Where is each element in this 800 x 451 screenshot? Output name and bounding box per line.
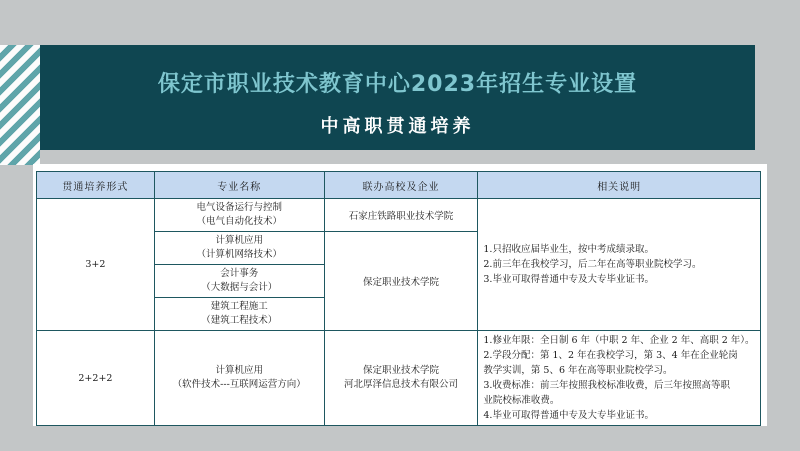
major-direction: （建筑工程技术）	[201, 315, 278, 326]
major-name: 电气设备运行与控制	[196, 202, 282, 213]
notes-cell	[478, 199, 761, 331]
form-cell-2-2-2: 2+2+2	[37, 331, 155, 426]
partner-name: 河北厚泽信息技术有限公司	[343, 379, 458, 390]
major-name: 计算机应用	[215, 235, 263, 246]
major-cell	[154, 298, 324, 331]
partner-cell	[324, 331, 478, 426]
partner-name: 保定职业技术学院	[362, 365, 439, 376]
page-subtitle: 中高职贯通培养	[320, 116, 475, 137]
note-line: 教学实训，第 5、6 年在高等职业院校学习。	[483, 365, 673, 376]
table-card	[33, 164, 767, 426]
major-direction: （电气自动化技术）	[196, 216, 282, 227]
column-header-notes: 相关说明	[478, 172, 761, 199]
table-header-row	[37, 172, 761, 199]
note-line: 2.学段分配：第 1、2 年在我校学习，第 3、4 年在企业轮岗	[483, 350, 738, 361]
major-name: 建筑工程施工	[210, 301, 268, 312]
major-name: 会计事务	[220, 268, 259, 279]
major-cell	[154, 331, 324, 426]
note-line: 4.毕业可取得普通中专及大专毕业证书。	[483, 410, 654, 421]
major-direction: （软件技术---互联网运营方向）	[172, 379, 306, 390]
column-header-major: 专业名称	[154, 172, 324, 199]
major-cell	[154, 232, 324, 265]
table-row	[37, 331, 761, 426]
note-line: 2.前三年在我校学习，后二年在高等职业院校学习。	[483, 259, 702, 270]
major-name: 计算机应用	[215, 365, 263, 376]
form-cell-3-2: 3+2	[37, 199, 155, 331]
note-line: 3.毕业可取得普通中专及大专毕业证书。	[483, 274, 654, 285]
partner-cell: 石家庄铁路职业技术学院	[324, 199, 478, 232]
program-table	[36, 171, 761, 426]
column-header-form: 贯通培养形式	[37, 172, 155, 199]
major-cell	[154, 199, 324, 232]
page-title: 保定市职业技术教育中心2023年招生专业设置	[157, 72, 638, 97]
note-line: 业院校标准收费。	[483, 395, 560, 406]
major-direction: （计算机网络技术）	[196, 249, 282, 260]
major-cell	[154, 265, 324, 298]
table-row	[37, 199, 761, 232]
note-line: 1.修业年限：全日制 6 年（中职 2 年、企业 2 年、高职 2 年）。	[483, 335, 755, 346]
header-banner	[40, 45, 755, 150]
major-direction: （大数据与会计）	[201, 282, 278, 293]
decorative-stripes	[0, 45, 40, 165]
column-header-partner: 联办高校及企业	[324, 172, 478, 199]
notes-cell	[478, 331, 761, 426]
note-line: 1.只招收应届毕业生，按中考成绩录取。	[483, 244, 654, 255]
partner-cell: 保定职业技术学院	[324, 232, 478, 331]
note-line: 3.收费标准：前三年按照我校标准收费，后三年按照高等职	[483, 380, 730, 391]
